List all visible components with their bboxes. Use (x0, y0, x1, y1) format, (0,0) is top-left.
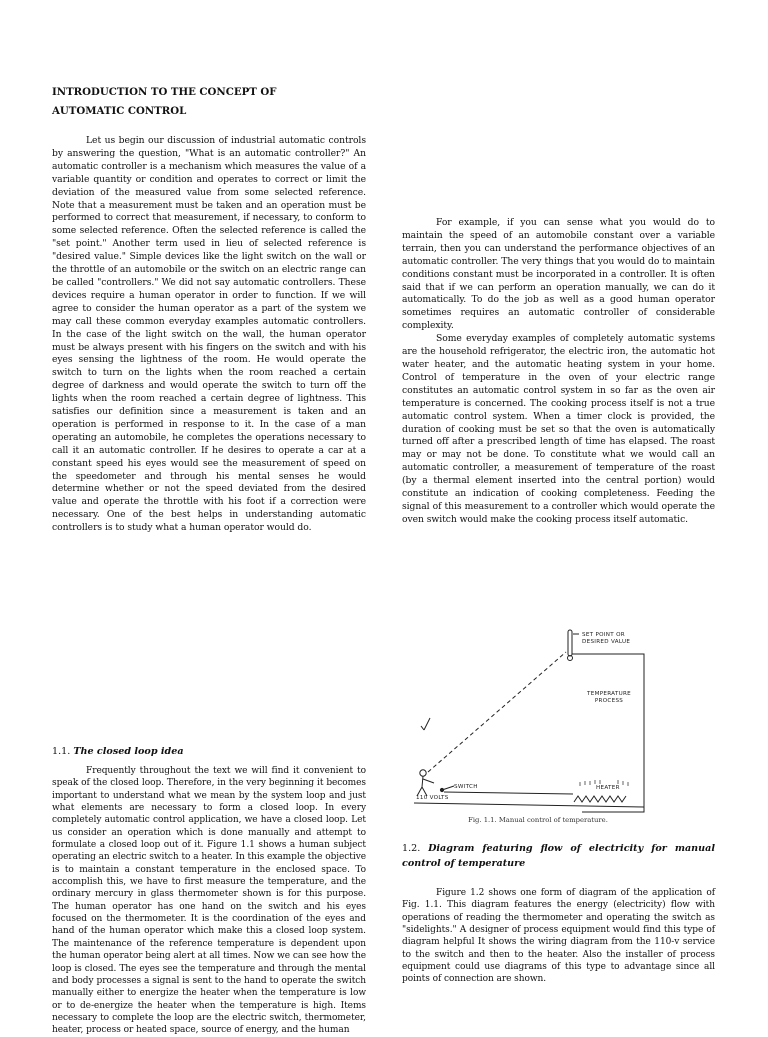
switch-label: SWITCH (454, 784, 478, 790)
right-column-bottom (402, 842, 715, 986)
left-column-bottom (52, 745, 366, 1037)
diagram-paragraph: Figure 1.2 shows one form of diagram of the application of Fig. 1.1. This diagram features the energy (electricity) flow with operations of reading the thermometer and operating the switch as "sidelights." A designer of process equipment would find this type of diagram helpful It shows the wiring diagram from the 110-v service to the switch and then to the heater. Also the installer of process equipment could use diagrams of this type to advantage since all points of connection are shown. (402, 888, 715, 985)
section-title: The closed loop idea (73, 746, 184, 757)
set-point-label: SET POINT OR DESIRED VALUE (582, 632, 631, 645)
intro-paragraph: Let us begin our discussion of industrial automatic controls by answering the question, "What is an automatic controller?" An automatic controller is a mechanism which measures the value of a variable quantity or condition and operates to correct or limit the deviation of the measured value from some selected reference. Note that a measurement must be taken and an operation must be performed to correct that measurement, if necessary, to conform to some selected reference. Often the selected reference is called the "set point." Another term used in lieu of selected reference is "desired value." Simple devices like the light switch on the wall or the throttle of an automobile or the switch on an electric range can be called "controllers." We did not say automatic controllers. These devices require a human operator in order to function. If we will agree to consider the human operator as a part of the system we may call these common everyday examples automatic controllers. In the case of the light switch on the wall, the human operator must be always present with his fingers on the switch and with his eyes sensing the lightness of the room. He would operate the switch to turn on the lights when the room reached a certain degree of darkness and would operate the switch to turn off the lights when the room reached a certain degree of lightness. This satisfies our definition since a measurement is taken and an operation is performed in response to it. In the case of a man operating an automobile, he completes the operations necessary to call it an automatic controller. If he desires to operate a car at a constant speed his eyes would see the measurement of speed on the speedometer and through his mental senses he would determine whether or not the speed deviated from the desired value and operate the throttle with his foot if a correction were necessary. One of the best helps in understanding automatic controllers is to study what a human operator would do. (52, 135, 366, 534)
volts-label: 110 VOLTS (416, 795, 449, 801)
figure-manual-control (408, 622, 668, 834)
document-title (52, 83, 366, 121)
heater-coil-icon (574, 796, 626, 802)
heater-label: HEATER (596, 785, 620, 791)
title-line-2: AUTOMATIC CONTROL (52, 105, 187, 117)
section-number: 1.1. (52, 746, 71, 757)
section-number: 1.2. (402, 843, 421, 854)
right-column-top (402, 217, 715, 527)
title-line-1: INTRODUCTION TO THE CONCEPT OF (52, 86, 277, 98)
paragraph-for-example: For example, if you can sense what you would do to maintain the speed of an automobile constant over a variable terrain, then you can understand the performance objectives of an automatic controller. The very things that you would do to maintain conditions constant must be incorporated in a controller. It is often said that if we can perform an operation manually, we can do it automatically. To do the job as well as a good human operator sometimes requires an automatic controller of considerable complexity. (402, 217, 715, 332)
thermometer-icon (568, 630, 572, 656)
section-title: Diagram featuring flow of electricity for manual control of temperature (402, 843, 715, 869)
section-1-1-heading (52, 745, 366, 759)
process-label: TEMPERATURE PROCESS (587, 691, 631, 704)
figure-drawing (408, 622, 668, 834)
paragraph-everyday-examples: Some everyday examples of completely automatic systems are the household refrigerator, the electric iron, the automatic hot water heater, and the automatic heating system in your home. Control of temperature in the oven of your electric range constitutes an automatic control system in so far as the oven air temperature is concerned. The cooking process itself is not a true automatic control system. When a timer clock is provided, the duration of cooking must be set so that the oven is automatically turned off after a prescribed length of time has elapsed. The roast may or may not be done. To constitute what we would call an automatic controller, a measurement of temperature of the roast (by a thermal element inserted into the central portion) would constitute an indication of cooking completeness. Feeding the signal of this measurement to a controller which would operate the oven switch would make the cooking process itself automatic. (402, 333, 715, 525)
closed-loop-paragraph: Frequently throughout the text we will find it convenient to speak of the closed loop. Therefore, in the very beginning it becomes important to understand what we mean by the system loop and just what elements are necessary to form a closed loop. In every completely automatic control application, we have a closed loop. Let us consider an operation which is done manually and attempt to formulate a closed loop out of it. Figure 1.1 shows a human subject operating an electric switch to a heater. In this example the objective is to maintain a constant temperature in the enclosed space. To accomplish this, we have to first measure the temperature, and the ordinary mercury in glass thermometer shown is for this purpose. The human operator has one hand on the switch and his eyes focused on the thermometer. It is the coordination of the eyes and hand of the human operator which make this a closed loop system. The maintenance of the reference temperature is dependent upon the human operator being alert at all times. Now we can see how the loop is closed. The eyes see the temperature and through the mental and body processes a signal is sent to the hand to operate the switch manually either to energize the heater when the temperature is low or to de-energize the heater when the temperature is high. Items necessary to complete the loop are the electric switch, thermometer, heater, process or heated space, source of energy, and the human (52, 766, 366, 1036)
left-column-top (52, 83, 366, 535)
section-1-2-heading (402, 842, 715, 871)
sight-line (428, 652, 566, 772)
figure-caption: Fig. 1.1. Manual control of temperature. (468, 816, 608, 824)
operator-head (420, 770, 426, 776)
